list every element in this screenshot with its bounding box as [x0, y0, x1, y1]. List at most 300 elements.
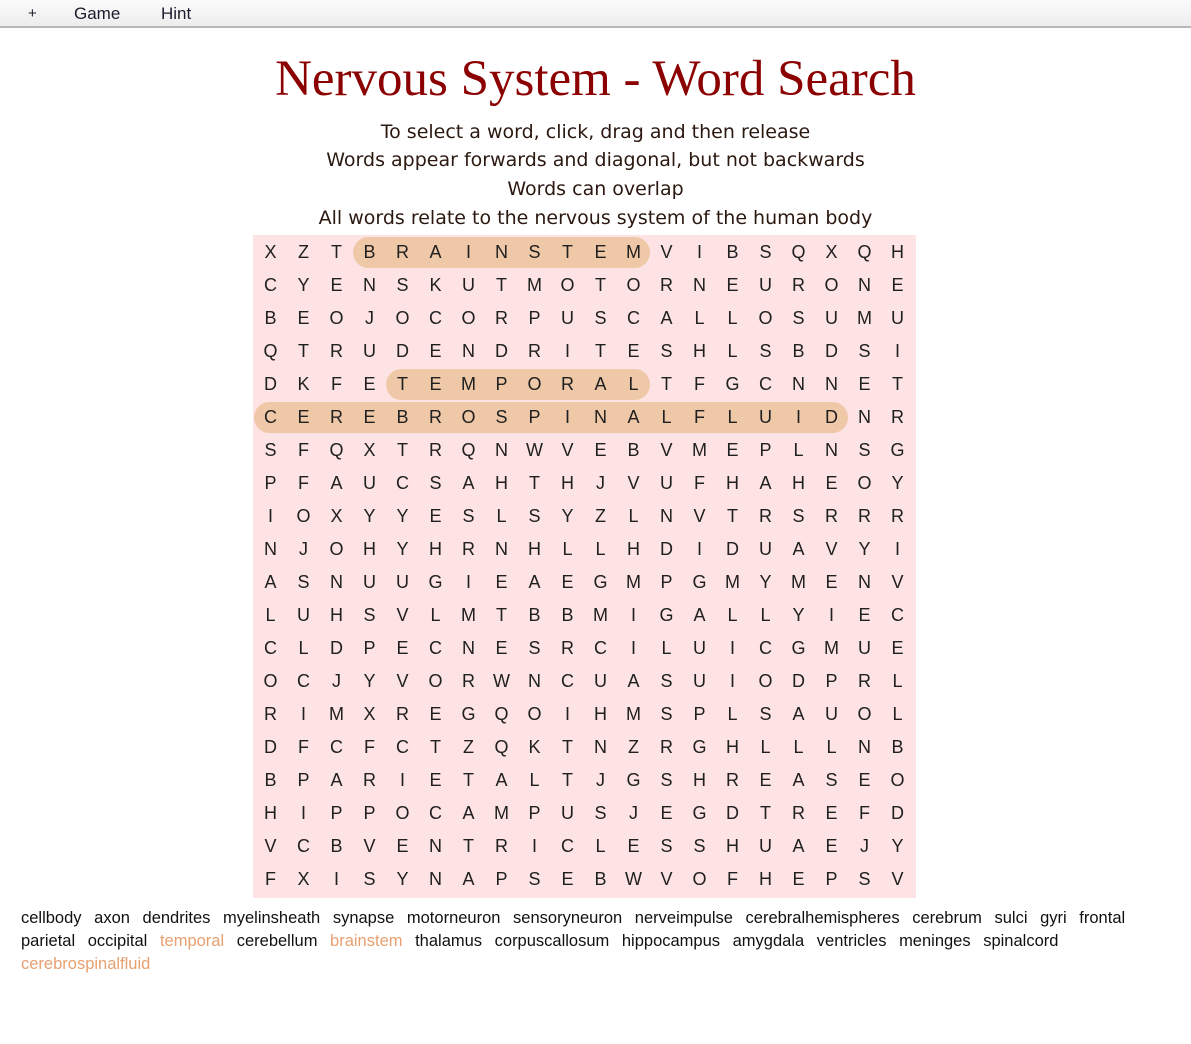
grid-cell[interactable]: U: [759, 539, 772, 559]
grid-cell[interactable]: I: [630, 638, 636, 658]
grid-cell[interactable]: P: [528, 803, 541, 823]
grid-cell[interactable]: V: [264, 836, 277, 856]
grid-cell[interactable]: R: [429, 440, 442, 460]
grid-cell[interactable]: T: [760, 803, 771, 823]
grid-cell[interactable]: D: [825, 407, 838, 427]
grid-cell[interactable]: H: [726, 737, 739, 757]
grid-cell[interactable]: V: [660, 869, 673, 889]
grid-cell[interactable]: S: [792, 308, 805, 328]
grid-cell[interactable]: X: [264, 242, 277, 262]
grid-cell[interactable]: I: [267, 506, 273, 526]
grid-cell[interactable]: Q: [461, 440, 476, 460]
grid-cell[interactable]: B: [330, 836, 343, 856]
grid-cell[interactable]: E: [429, 770, 442, 790]
grid-cell[interactable]: L: [727, 407, 738, 427]
grid-cell[interactable]: S: [660, 671, 673, 691]
grid-cell[interactable]: E: [594, 242, 607, 262]
grid-cell[interactable]: N: [429, 869, 442, 889]
grid-cell[interactable]: S: [825, 770, 838, 790]
grid-cell[interactable]: Y: [297, 275, 310, 295]
grid-cell[interactable]: V: [660, 440, 673, 460]
grid-cell[interactable]: C: [759, 638, 772, 658]
grid-cell[interactable]: R: [264, 704, 277, 724]
grid-cell[interactable]: L: [298, 638, 309, 658]
grid-cell[interactable]: N: [825, 374, 838, 394]
grid-cell[interactable]: E: [561, 572, 574, 592]
grid-cell[interactable]: S: [264, 440, 277, 460]
grid-cell[interactable]: A: [462, 869, 475, 889]
grid-cell[interactable]: A: [792, 770, 805, 790]
grid-cell[interactable]: L: [760, 605, 771, 625]
grid-cell[interactable]: L: [892, 704, 903, 724]
grid-cell[interactable]: J: [332, 671, 341, 691]
grid-cell[interactable]: A: [792, 836, 805, 856]
grid-cell[interactable]: V: [363, 836, 376, 856]
grid-cell[interactable]: E: [363, 374, 376, 394]
grid-cell[interactable]: C: [594, 638, 607, 658]
grid-cell[interactable]: Y: [396, 506, 409, 526]
grid-cell[interactable]: G: [890, 440, 905, 460]
grid-cell[interactable]: R: [495, 836, 508, 856]
grid-cell[interactable]: I: [729, 638, 735, 658]
grid-cell[interactable]: N: [660, 506, 673, 526]
grid-cell[interactable]: E: [726, 275, 739, 295]
grid-cell[interactable]: Q: [263, 341, 278, 361]
grid-cell[interactable]: G: [725, 374, 740, 394]
grid-cell[interactable]: P: [363, 638, 376, 658]
grid-cell[interactable]: H: [693, 770, 706, 790]
grid-cell[interactable]: V: [627, 473, 640, 493]
grid-cell[interactable]: I: [531, 836, 537, 856]
grid-cell[interactable]: G: [461, 704, 476, 724]
grid-cell[interactable]: H: [330, 605, 343, 625]
grid-cell[interactable]: P: [297, 770, 310, 790]
grid-cell[interactable]: A: [627, 671, 640, 691]
grid-cell[interactable]: E: [726, 440, 739, 460]
grid-cell[interactable]: T: [397, 440, 408, 460]
grid-cell[interactable]: Y: [561, 506, 574, 526]
grid-cell[interactable]: O: [626, 275, 641, 295]
grid-cell[interactable]: N: [462, 638, 475, 658]
grid-cell[interactable]: A: [528, 572, 541, 592]
grid-cell[interactable]: N: [495, 539, 508, 559]
grid-cell[interactable]: E: [561, 869, 574, 889]
grid-cell[interactable]: W: [493, 671, 510, 691]
grid-cell[interactable]: N: [495, 440, 508, 460]
grid-cell[interactable]: O: [329, 539, 344, 559]
grid-cell[interactable]: U: [759, 836, 772, 856]
grid-cell[interactable]: E: [825, 473, 838, 493]
grid-cell[interactable]: D: [792, 671, 805, 691]
grid-cell[interactable]: S: [396, 275, 409, 295]
grid-cell[interactable]: T: [529, 473, 540, 493]
grid-cell[interactable]: U: [363, 473, 376, 493]
grid-cell[interactable]: R: [330, 407, 343, 427]
grid-cell[interactable]: C: [429, 308, 442, 328]
grid-cell[interactable]: O: [461, 407, 476, 427]
grid-cell[interactable]: U: [363, 341, 376, 361]
grid-cell[interactable]: E: [495, 572, 508, 592]
grid-cell[interactable]: V: [660, 242, 673, 262]
grid-cell[interactable]: J: [860, 836, 869, 856]
grid-cell[interactable]: Y: [891, 836, 904, 856]
grid-cell[interactable]: T: [331, 242, 342, 262]
grid-cell[interactable]: N: [858, 407, 871, 427]
grid-cell[interactable]: H: [726, 473, 739, 493]
grid-cell[interactable]: N: [363, 275, 376, 295]
grid-cell[interactable]: C: [429, 638, 442, 658]
grid-cell[interactable]: C: [264, 407, 277, 427]
grid-cell[interactable]: U: [759, 275, 772, 295]
grid-cell[interactable]: K: [429, 275, 442, 295]
grid-cell[interactable]: U: [297, 605, 310, 625]
grid-cell[interactable]: A: [330, 473, 343, 493]
grid-cell[interactable]: P: [693, 704, 706, 724]
grid-cell[interactable]: M: [329, 704, 344, 724]
grid-cell[interactable]: X: [825, 242, 838, 262]
grid-cell[interactable]: O: [758, 308, 773, 328]
grid-cell[interactable]: H: [495, 473, 508, 493]
grid-cell[interactable]: L: [727, 308, 738, 328]
grid-cell[interactable]: P: [660, 572, 673, 592]
grid-cell[interactable]: P: [363, 803, 376, 823]
grid-cell[interactable]: E: [297, 407, 310, 427]
grid-cell[interactable]: R: [858, 506, 871, 526]
grid-cell[interactable]: C: [264, 275, 277, 295]
grid-cell[interactable]: T: [298, 341, 309, 361]
grid-cell[interactable]: Q: [791, 242, 806, 262]
grid-cell[interactable]: S: [429, 473, 442, 493]
grid-cell[interactable]: Q: [329, 440, 344, 460]
grid-cell[interactable]: N: [858, 275, 871, 295]
grid-cell[interactable]: Y: [858, 539, 871, 559]
grid-cell[interactable]: R: [396, 704, 409, 724]
grid-cell[interactable]: S: [462, 506, 475, 526]
grid-cell[interactable]: R: [891, 407, 904, 427]
grid-cell[interactable]: L: [595, 836, 606, 856]
grid-cell[interactable]: N: [858, 572, 871, 592]
grid-cell[interactable]: H: [264, 803, 277, 823]
grid-cell[interactable]: A: [693, 605, 706, 625]
grid-cell[interactable]: N: [858, 737, 871, 757]
grid-cell[interactable]: V: [396, 671, 409, 691]
grid-cell[interactable]: H: [726, 836, 739, 856]
grid-cell[interactable]: M: [527, 275, 542, 295]
grid-cell[interactable]: V: [561, 440, 574, 460]
grid-cell[interactable]: V: [891, 572, 904, 592]
grid-cell[interactable]: B: [363, 242, 376, 262]
grid-cell[interactable]: U: [561, 803, 574, 823]
grid-cell[interactable]: D: [396, 341, 409, 361]
grid-cell[interactable]: C: [264, 638, 277, 658]
grid-cell[interactable]: M: [626, 572, 641, 592]
grid-cell[interactable]: P: [528, 407, 541, 427]
grid-cell[interactable]: D: [264, 374, 277, 394]
grid-cell[interactable]: C: [561, 671, 574, 691]
grid-cell[interactable]: Q: [857, 242, 872, 262]
grid-cell[interactable]: N: [264, 539, 277, 559]
grid-cell[interactable]: E: [396, 836, 409, 856]
grid-cell[interactable]: C: [561, 836, 574, 856]
grid-cell[interactable]: I: [564, 704, 570, 724]
grid-cell[interactable]: O: [527, 704, 542, 724]
grid-cell[interactable]: H: [528, 539, 541, 559]
grid-cell[interactable]: R: [561, 638, 574, 658]
grid-cell[interactable]: R: [858, 671, 871, 691]
grid-cell[interactable]: A: [660, 308, 673, 328]
grid-cell[interactable]: S: [693, 836, 706, 856]
grid-cell[interactable]: E: [627, 341, 640, 361]
grid-cell[interactable]: R: [462, 671, 475, 691]
grid-cell[interactable]: S: [660, 341, 673, 361]
grid-cell[interactable]: U: [693, 638, 706, 658]
grid-cell[interactable]: L: [661, 407, 672, 427]
grid-cell[interactable]: T: [397, 374, 408, 394]
grid-cell[interactable]: J: [596, 473, 605, 493]
grid-cell[interactable]: K: [297, 374, 310, 394]
grid-cell[interactable]: E: [891, 638, 904, 658]
grid-cell[interactable]: O: [824, 275, 839, 295]
grid-cell[interactable]: I: [828, 605, 834, 625]
grid-cell[interactable]: L: [892, 671, 903, 691]
grid-cell[interactable]: C: [759, 374, 772, 394]
grid-cell[interactable]: Q: [494, 704, 509, 724]
grid-cell[interactable]: S: [858, 869, 871, 889]
grid-cell[interactable]: F: [331, 374, 342, 394]
grid-cell[interactable]: O: [890, 770, 905, 790]
grid-cell[interactable]: C: [891, 605, 904, 625]
grid-cell[interactable]: R: [330, 341, 343, 361]
grid-cell[interactable]: S: [660, 770, 673, 790]
grid-cell[interactable]: X: [330, 506, 343, 526]
grid-cell[interactable]: R: [495, 308, 508, 328]
grid-cell[interactable]: H: [627, 539, 640, 559]
grid-cell[interactable]: S: [594, 803, 607, 823]
grid-cell[interactable]: M: [857, 308, 872, 328]
grid-cell[interactable]: S: [759, 341, 772, 361]
grid-cell[interactable]: C: [396, 473, 409, 493]
grid-cell[interactable]: M: [692, 440, 707, 460]
grid-cell[interactable]: Z: [628, 737, 639, 757]
grid-cell[interactable]: T: [562, 770, 573, 790]
grid-cell[interactable]: N: [528, 671, 541, 691]
grid-cell[interactable]: M: [626, 704, 641, 724]
grid-cell[interactable]: V: [693, 506, 706, 526]
grid-cell[interactable]: M: [725, 572, 740, 592]
grid-cell[interactable]: E: [792, 869, 805, 889]
grid-cell[interactable]: K: [528, 737, 541, 757]
grid-cell[interactable]: U: [891, 308, 904, 328]
grid-cell[interactable]: A: [792, 704, 805, 724]
grid-cell[interactable]: P: [264, 473, 277, 493]
grid-cell[interactable]: E: [363, 407, 376, 427]
grid-cell[interactable]: U: [759, 407, 772, 427]
grid-cell[interactable]: F: [298, 473, 309, 493]
grid-cell[interactable]: B: [891, 737, 904, 757]
grid-cell[interactable]: X: [363, 704, 376, 724]
menu-game[interactable]: Game: [74, 4, 121, 23]
grid-cell[interactable]: T: [661, 374, 672, 394]
grid-cell[interactable]: G: [692, 803, 707, 823]
grid-cell[interactable]: L: [265, 605, 276, 625]
grid-cell[interactable]: S: [528, 242, 541, 262]
grid-cell[interactable]: S: [528, 506, 541, 526]
grid-cell[interactable]: R: [660, 737, 673, 757]
grid-cell[interactable]: R: [561, 374, 574, 394]
grid-cell[interactable]: G: [692, 572, 707, 592]
grid-cell[interactable]: C: [297, 671, 310, 691]
grid-cell[interactable]: N: [792, 374, 805, 394]
grid-cell[interactable]: T: [496, 605, 507, 625]
grid-cell[interactable]: J: [596, 770, 605, 790]
grid-cell[interactable]: E: [825, 572, 838, 592]
grid-cell[interactable]: Y: [363, 671, 376, 691]
grid-cell[interactable]: N: [693, 275, 706, 295]
grid-cell[interactable]: T: [562, 242, 573, 262]
grid-cell[interactable]: Y: [891, 473, 904, 493]
grid-cell[interactable]: F: [859, 803, 870, 823]
grid-cell[interactable]: D: [264, 737, 277, 757]
grid-cell[interactable]: S: [792, 506, 805, 526]
grid-cell[interactable]: C: [396, 737, 409, 757]
grid-cell[interactable]: T: [430, 737, 441, 757]
grid-cell[interactable]: S: [759, 704, 772, 724]
grid-cell[interactable]: L: [694, 308, 705, 328]
grid-cell[interactable]: O: [395, 308, 410, 328]
grid-cell[interactable]: E: [825, 836, 838, 856]
grid-cell[interactable]: M: [461, 374, 476, 394]
grid-cell[interactable]: D: [660, 539, 673, 559]
grid-cell[interactable]: E: [429, 506, 442, 526]
grid-cell[interactable]: S: [297, 572, 310, 592]
grid-cell[interactable]: H: [792, 473, 805, 493]
grid-cell[interactable]: I: [300, 704, 306, 724]
grid-cell[interactable]: O: [527, 374, 542, 394]
grid-cell[interactable]: A: [594, 374, 607, 394]
grid-cell[interactable]: N: [330, 572, 343, 592]
grid-cell[interactable]: L: [562, 539, 573, 559]
grid-cell[interactable]: C: [429, 803, 442, 823]
grid-cell[interactable]: N: [462, 341, 475, 361]
grid-cell[interactable]: U: [396, 572, 409, 592]
grid-cell[interactable]: B: [264, 770, 277, 790]
grid-cell[interactable]: M: [593, 605, 608, 625]
grid-cell[interactable]: A: [759, 473, 772, 493]
grid-cell[interactable]: O: [428, 671, 443, 691]
grid-cell[interactable]: R: [759, 506, 772, 526]
grid-cell[interactable]: J: [629, 803, 638, 823]
grid-cell[interactable]: M: [791, 572, 806, 592]
grid-cell[interactable]: U: [594, 671, 607, 691]
grid-cell[interactable]: H: [891, 242, 904, 262]
grid-cell[interactable]: R: [792, 275, 805, 295]
grid-cell[interactable]: S: [858, 341, 871, 361]
grid-cell[interactable]: R: [825, 506, 838, 526]
grid-cell[interactable]: E: [660, 803, 673, 823]
grid-cell[interactable]: V: [396, 605, 409, 625]
menu-plus-button[interactable]: +: [28, 5, 37, 22]
grid-cell[interactable]: O: [395, 803, 410, 823]
grid-cell[interactable]: S: [495, 407, 508, 427]
grid-cell[interactable]: Q: [494, 737, 509, 757]
grid-cell[interactable]: N: [495, 242, 508, 262]
grid-cell[interactable]: E: [858, 605, 871, 625]
grid-cell[interactable]: B: [528, 605, 541, 625]
grid-cell[interactable]: V: [891, 869, 904, 889]
grid-cell[interactable]: D: [825, 341, 838, 361]
grid-cell[interactable]: R: [363, 770, 376, 790]
grid-cell[interactable]: L: [727, 341, 738, 361]
grid-cell[interactable]: I: [564, 341, 570, 361]
grid-cell[interactable]: I: [399, 770, 405, 790]
grid-cell[interactable]: R: [528, 341, 541, 361]
grid-cell[interactable]: Z: [595, 506, 606, 526]
grid-cell[interactable]: S: [759, 242, 772, 262]
grid-cell[interactable]: S: [528, 638, 541, 658]
grid-cell[interactable]: L: [496, 506, 507, 526]
grid-cell[interactable]: S: [528, 869, 541, 889]
grid-cell[interactable]: M: [824, 638, 839, 658]
grid-cell[interactable]: D: [495, 341, 508, 361]
grid-cell[interactable]: L: [628, 506, 639, 526]
grid-cell[interactable]: F: [694, 407, 705, 427]
grid-cell[interactable]: L: [661, 638, 672, 658]
grid-cell[interactable]: R: [792, 803, 805, 823]
grid-cell[interactable]: S: [363, 869, 376, 889]
grid-cell[interactable]: H: [759, 869, 772, 889]
grid-cell[interactable]: B: [264, 308, 277, 328]
grid-cell[interactable]: T: [496, 275, 507, 295]
grid-cell[interactable]: G: [593, 572, 608, 592]
grid-cell[interactable]: O: [692, 869, 707, 889]
grid-cell[interactable]: X: [297, 869, 310, 889]
grid-cell[interactable]: S: [660, 704, 673, 724]
grid-cell[interactable]: C: [627, 308, 640, 328]
grid-cell[interactable]: I: [333, 869, 339, 889]
grid-cell[interactable]: U: [660, 473, 673, 493]
grid-cell[interactable]: A: [330, 770, 343, 790]
grid-cell[interactable]: G: [692, 737, 707, 757]
grid-cell[interactable]: T: [463, 770, 474, 790]
grid-cell[interactable]: E: [429, 704, 442, 724]
grid-cell[interactable]: H: [429, 539, 442, 559]
grid-cell[interactable]: L: [628, 374, 639, 394]
grid-cell[interactable]: R: [396, 242, 409, 262]
grid-cell[interactable]: D: [891, 803, 904, 823]
grid-cell[interactable]: S: [363, 605, 376, 625]
grid-cell[interactable]: B: [594, 869, 607, 889]
grid-cell[interactable]: F: [265, 869, 276, 889]
grid-cell[interactable]: T: [595, 341, 606, 361]
grid-cell[interactable]: U: [462, 275, 475, 295]
grid-cell[interactable]: E: [759, 770, 772, 790]
grid-cell[interactable]: I: [894, 539, 900, 559]
grid-cell[interactable]: H: [693, 341, 706, 361]
grid-cell[interactable]: B: [726, 242, 739, 262]
grid-cell[interactable]: J: [299, 539, 308, 559]
grid-cell[interactable]: P: [495, 374, 508, 394]
grid-cell[interactable]: V: [825, 539, 838, 559]
grid-cell[interactable]: I: [564, 407, 570, 427]
grid-cell[interactable]: P: [825, 671, 838, 691]
grid-cell[interactable]: E: [330, 275, 343, 295]
grid-cell[interactable]: U: [858, 638, 871, 658]
grid-cell[interactable]: O: [296, 506, 311, 526]
grid-cell[interactable]: W: [526, 440, 543, 460]
grid-cell[interactable]: B: [792, 341, 805, 361]
grid-cell[interactable]: G: [791, 638, 806, 658]
grid-cell[interactable]: E: [627, 836, 640, 856]
